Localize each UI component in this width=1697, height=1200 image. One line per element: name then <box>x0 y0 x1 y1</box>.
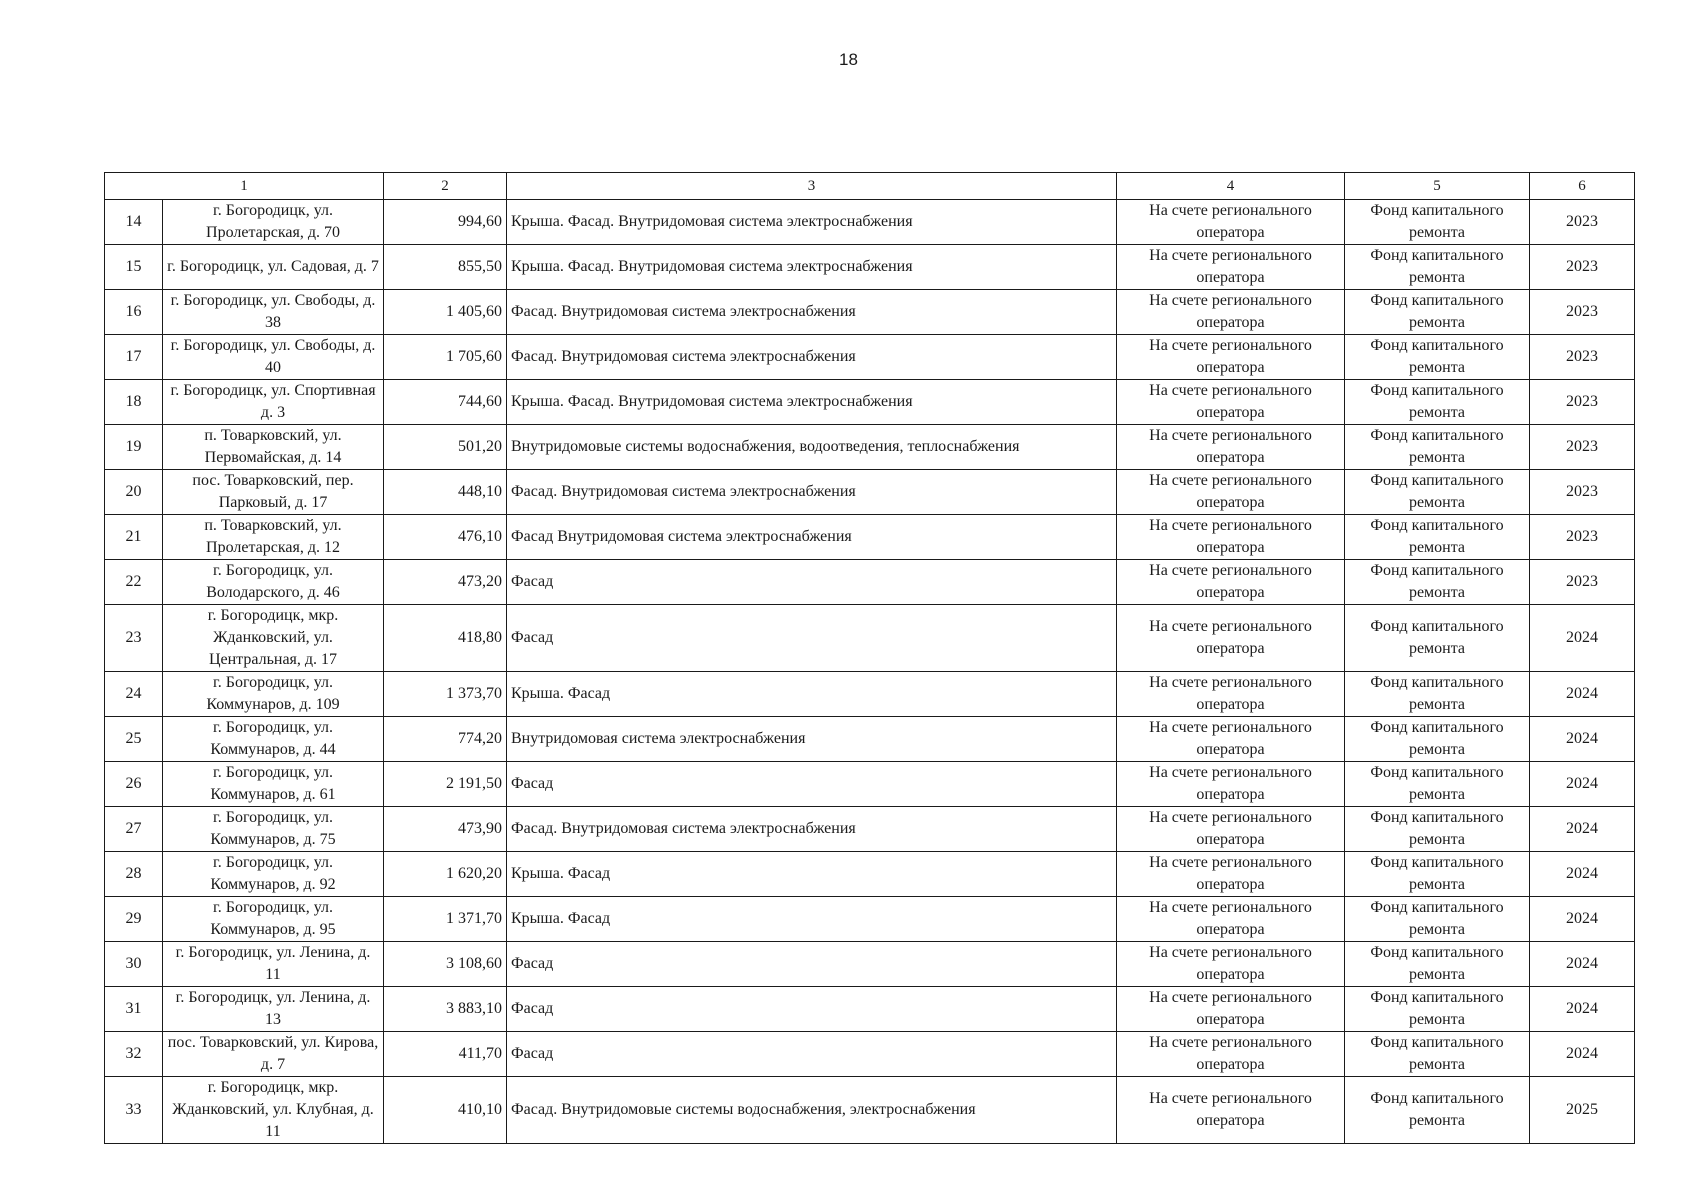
funding-source-cell: Фонд капитального ремонта <box>1345 515 1530 560</box>
works-cell: Фасад <box>507 987 1117 1032</box>
works-cell: Крыша. Фасад. Внутридомовая система электроснабжения <box>507 200 1117 245</box>
fund-method-cell: На счете регионального оператора <box>1117 807 1345 852</box>
address-cell: г. Богородицк, ул. Свободы, д. 40 <box>163 335 384 380</box>
fund-method-cell: На счете регионального оператора <box>1117 290 1345 335</box>
table-row <box>105 1077 1635 1144</box>
area-cell: 1 371,70 <box>384 897 507 942</box>
fund-method-cell: На счете регионального оператора <box>1117 852 1345 897</box>
row-number-cell: 14 <box>105 200 163 245</box>
year-cell: 2024 <box>1530 807 1635 852</box>
works-cell: Фасад. Внутридомовая система электроснабжения <box>507 335 1117 380</box>
table-row <box>105 762 1635 807</box>
funding-source-cell: Фонд капитального ремонта <box>1345 717 1530 762</box>
funding-source-cell: Фонд капитального ремонта <box>1345 245 1530 290</box>
row-number-cell: 20 <box>105 470 163 515</box>
row-number-cell: 25 <box>105 717 163 762</box>
works-cell: Внутридомовая система электроснабжения <box>507 717 1117 762</box>
area-cell: 1 620,20 <box>384 852 507 897</box>
funding-source-cell: Фонд капитального ремонта <box>1345 1077 1530 1144</box>
row-number-cell: 15 <box>105 245 163 290</box>
area-cell: 3 108,60 <box>384 942 507 987</box>
row-number-cell: 29 <box>105 897 163 942</box>
table-row <box>105 672 1635 717</box>
row-number-cell: 30 <box>105 942 163 987</box>
works-cell: Фасад. Внутридомовые системы водоснабжения, электроснабжения <box>507 1077 1117 1144</box>
address-cell: г. Богородицк, ул. Садовая, д. 7 <box>163 245 384 290</box>
area-cell: 410,10 <box>384 1077 507 1144</box>
row-number-cell: 23 <box>105 605 163 672</box>
fund-method-cell: На счете регионального оператора <box>1117 335 1345 380</box>
table-row <box>105 335 1635 380</box>
row-number-cell: 19 <box>105 425 163 470</box>
row-number-cell: 24 <box>105 672 163 717</box>
year-cell: 2024 <box>1530 605 1635 672</box>
fund-method-cell: На счете регионального оператора <box>1117 380 1345 425</box>
area-cell: 418,80 <box>384 605 507 672</box>
fund-method-cell: На счете регионального оператора <box>1117 1077 1345 1144</box>
column-header-2: 2 <box>384 173 507 200</box>
funding-source-cell: Фонд капитального ремонта <box>1345 942 1530 987</box>
area-cell: 411,70 <box>384 1032 507 1077</box>
works-cell: Фасад. Внутридомовая система электроснабжения <box>507 807 1117 852</box>
column-header-4: 4 <box>1117 173 1345 200</box>
fund-method-cell: На счете регионального оператора <box>1117 942 1345 987</box>
row-number-cell: 27 <box>105 807 163 852</box>
row-number-cell: 17 <box>105 335 163 380</box>
works-cell: Фасад <box>507 1032 1117 1077</box>
table-row <box>105 807 1635 852</box>
year-cell: 2024 <box>1530 852 1635 897</box>
address-cell: пос. Товарковский, пер. Парковый, д. 17 <box>163 470 384 515</box>
address-cell: п. Товарковский, ул. Пролетарская, д. 12 <box>163 515 384 560</box>
address-cell: г. Богородицк, ул. Коммунаров, д. 92 <box>163 852 384 897</box>
funding-source-cell: Фонд капитального ремонта <box>1345 605 1530 672</box>
works-cell: Крыша. Фасад. Внутридомовая система электроснабжения <box>507 380 1117 425</box>
fund-method-cell: На счете регионального оператора <box>1117 717 1345 762</box>
address-cell: г. Богородицк, мкр. Жданковский, ул. Центральная, д. 17 <box>163 605 384 672</box>
address-cell: п. Товарковский, ул. Первомайская, д. 14 <box>163 425 384 470</box>
works-cell: Фасад <box>507 762 1117 807</box>
row-number-cell: 33 <box>105 1077 163 1144</box>
page-number: 18 <box>839 50 858 69</box>
works-cell: Фасад. Внутридомовая система электроснабжения <box>507 290 1117 335</box>
table-body <box>105 200 1635 1144</box>
funding-source-cell: Фонд капитального ремонта <box>1345 560 1530 605</box>
table-row <box>105 717 1635 762</box>
column-header-5: 5 <box>1345 173 1530 200</box>
year-cell: 2023 <box>1530 200 1635 245</box>
row-number-cell: 21 <box>105 515 163 560</box>
year-cell: 2024 <box>1530 1032 1635 1077</box>
funding-source-cell: Фонд капитального ремонта <box>1345 200 1530 245</box>
table-row <box>105 515 1635 560</box>
fund-method-cell: На счете регионального оператора <box>1117 425 1345 470</box>
funding-source-cell: Фонд капитального ремонта <box>1345 470 1530 515</box>
fund-method-cell: На счете регионального оператора <box>1117 897 1345 942</box>
funding-source-cell: Фонд капитального ремонта <box>1345 290 1530 335</box>
row-number-cell: 28 <box>105 852 163 897</box>
fund-method-cell: На счете регионального оператора <box>1117 560 1345 605</box>
works-cell: Крыша. Фасад <box>507 852 1117 897</box>
address-cell: г. Богородицк, ул. Ленина, д. 13 <box>163 987 384 1032</box>
table-row <box>105 380 1635 425</box>
area-cell: 1 373,70 <box>384 672 507 717</box>
area-cell: 501,20 <box>384 425 507 470</box>
address-cell: г. Богородицк, ул. Коммунаров, д. 75 <box>163 807 384 852</box>
year-cell: 2023 <box>1530 560 1635 605</box>
column-header-1: 1 <box>105 173 384 200</box>
fund-method-cell: На счете регионального оператора <box>1117 672 1345 717</box>
fund-method-cell: На счете регионального оператора <box>1117 515 1345 560</box>
year-cell: 2023 <box>1530 470 1635 515</box>
area-cell: 448,10 <box>384 470 507 515</box>
row-number-cell: 26 <box>105 762 163 807</box>
fund-method-cell: На счете регионального оператора <box>1117 605 1345 672</box>
fund-method-cell: На счете регионального оператора <box>1117 470 1345 515</box>
funding-source-cell: Фонд капитального ремонта <box>1345 897 1530 942</box>
year-cell: 2024 <box>1530 987 1635 1032</box>
table-row <box>105 290 1635 335</box>
area-cell: 1 405,60 <box>384 290 507 335</box>
funding-source-cell: Фонд капитального ремонта <box>1345 425 1530 470</box>
funding-source-cell: Фонд капитального ремонта <box>1345 852 1530 897</box>
year-cell: 2024 <box>1530 897 1635 942</box>
area-cell: 744,60 <box>384 380 507 425</box>
year-cell: 2025 <box>1530 1077 1635 1144</box>
funding-source-cell: Фонд капитального ремонта <box>1345 807 1530 852</box>
address-cell: г. Богородицк, ул. Спортивная д. 3 <box>163 380 384 425</box>
address-cell: г. Богородицк, ул. Володарского, д. 46 <box>163 560 384 605</box>
area-cell: 1 705,60 <box>384 335 507 380</box>
fund-method-cell: На счете регионального оператора <box>1117 245 1345 290</box>
fund-method-cell: На счете регионального оператора <box>1117 987 1345 1032</box>
funding-source-cell: Фонд капитального ремонта <box>1345 672 1530 717</box>
works-cell: Крыша. Фасад <box>507 897 1117 942</box>
table-row <box>105 987 1635 1032</box>
fund-method-cell: На счете регионального оператора <box>1117 200 1345 245</box>
year-cell: 2023 <box>1530 380 1635 425</box>
year-cell: 2023 <box>1530 515 1635 560</box>
funding-source-cell: Фонд капитального ремонта <box>1345 987 1530 1032</box>
works-cell: Фасад <box>507 605 1117 672</box>
address-cell: г. Богородицк, ул. Коммунаров, д. 61 <box>163 762 384 807</box>
funding-source-cell: Фонд капитального ремонта <box>1345 335 1530 380</box>
funding-source-cell: Фонд капитального ремонта <box>1345 380 1530 425</box>
year-cell: 2024 <box>1530 672 1635 717</box>
year-cell: 2023 <box>1530 290 1635 335</box>
area-cell: 3 883,10 <box>384 987 507 1032</box>
fund-method-cell: На счете регионального оператора <box>1117 1032 1345 1077</box>
row-number-cell: 32 <box>105 1032 163 1077</box>
table-row <box>105 200 1635 245</box>
area-cell: 774,20 <box>384 717 507 762</box>
capital-repair-table <box>104 172 1635 1144</box>
works-cell: Крыша. Фасад. Внутридомовая система электроснабжения <box>507 245 1117 290</box>
address-cell: г. Богородицк, ул. Коммунаров, д. 109 <box>163 672 384 717</box>
works-cell: Фасад <box>507 942 1117 987</box>
works-cell: Фасад <box>507 560 1117 605</box>
area-cell: 855,50 <box>384 245 507 290</box>
address-cell: г. Богородицк, ул. Коммунаров, д. 95 <box>163 897 384 942</box>
area-cell: 473,90 <box>384 807 507 852</box>
works-cell: Фасад Внутридомовая система электроснабжения <box>507 515 1117 560</box>
row-number-cell: 31 <box>105 987 163 1032</box>
table-row <box>105 852 1635 897</box>
table-row <box>105 560 1635 605</box>
address-cell: г. Богородицк, ул. Коммунаров, д. 44 <box>163 717 384 762</box>
row-number-cell: 18 <box>105 380 163 425</box>
year-cell: 2023 <box>1530 245 1635 290</box>
year-cell: 2024 <box>1530 717 1635 762</box>
funding-source-cell: Фонд капитального ремонта <box>1345 1032 1530 1077</box>
table-header-row <box>105 173 1635 200</box>
table-row <box>105 245 1635 290</box>
area-cell: 476,10 <box>384 515 507 560</box>
table-row <box>105 425 1635 470</box>
address-cell: г. Богородицк, ул. Ленина, д. 11 <box>163 942 384 987</box>
address-cell: пос. Товарковский, ул. Кирова, д. 7 <box>163 1032 384 1077</box>
row-number-cell: 22 <box>105 560 163 605</box>
address-cell: г. Богородицк, ул. Свободы, д. 38 <box>163 290 384 335</box>
table-row <box>105 605 1635 672</box>
works-cell: Внутридомовые системы водоснабжения, водоотведения, теплоснабжения <box>507 425 1117 470</box>
column-header-6: 6 <box>1530 173 1635 200</box>
address-cell: г. Богородицк, ул. Пролетарская, д. 70 <box>163 200 384 245</box>
year-cell: 2024 <box>1530 762 1635 807</box>
year-cell: 2023 <box>1530 425 1635 470</box>
works-cell: Крыша. Фасад <box>507 672 1117 717</box>
row-number-cell: 16 <box>105 290 163 335</box>
address-cell: г. Богородицк, мкр. Жданковский, ул. Клубная, д. 11 <box>163 1077 384 1144</box>
year-cell: 2024 <box>1530 942 1635 987</box>
table-row <box>105 1032 1635 1077</box>
area-cell: 994,60 <box>384 200 507 245</box>
area-cell: 2 191,50 <box>384 762 507 807</box>
table-row <box>105 897 1635 942</box>
fund-method-cell: На счете регионального оператора <box>1117 762 1345 807</box>
works-cell: Фасад. Внутридомовая система электроснабжения <box>507 470 1117 515</box>
year-cell: 2023 <box>1530 335 1635 380</box>
table-row <box>105 942 1635 987</box>
area-cell: 473,20 <box>384 560 507 605</box>
table-row <box>105 470 1635 515</box>
funding-source-cell: Фонд капитального ремонта <box>1345 762 1530 807</box>
column-header-3: 3 <box>507 173 1117 200</box>
